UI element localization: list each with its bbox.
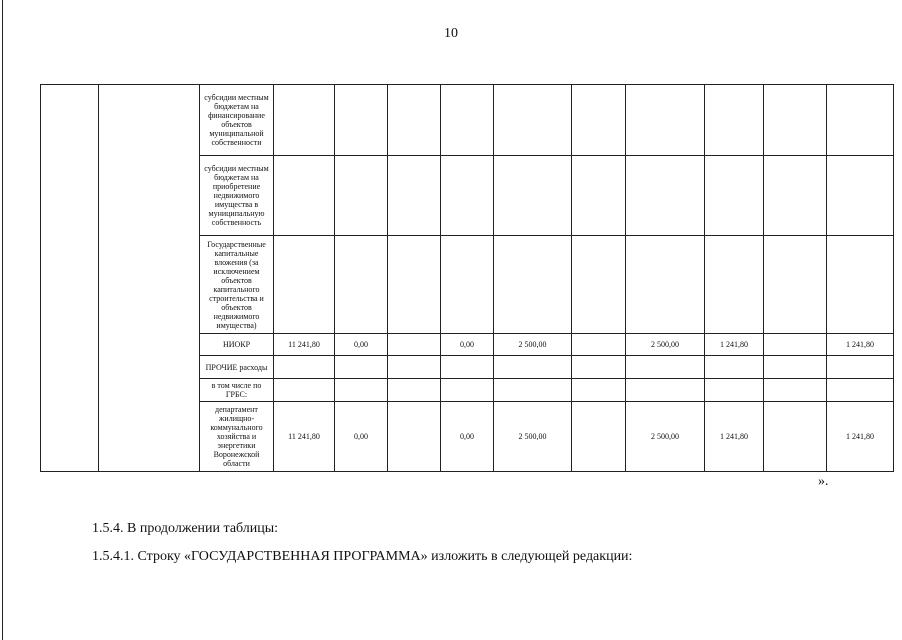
value-cell	[705, 356, 764, 379]
value-cell	[705, 379, 764, 402]
value-cell	[335, 236, 388, 334]
value-cell	[764, 356, 827, 379]
value-cell	[388, 236, 441, 334]
row-label: субсидии местным бюджетам на финансирование объектов муниципальной собственности	[200, 85, 274, 156]
value-cell	[626, 85, 705, 156]
value-cell: 0,00	[441, 402, 494, 472]
value-cell: 1 241,80	[705, 334, 764, 356]
value-cell	[335, 356, 388, 379]
value-cell	[705, 156, 764, 236]
value-cell	[827, 379, 894, 402]
value-cell	[494, 236, 572, 334]
budget-table	[40, 84, 894, 472]
value-cell	[626, 356, 705, 379]
value-cell	[705, 85, 764, 156]
value-cell	[494, 379, 572, 402]
value-cell	[764, 236, 827, 334]
row-label: Государственные капитальные вложения (за исключением объектов капитального строительства и объектов недвижимого имущества)	[200, 236, 274, 334]
value-cell	[827, 156, 894, 236]
value-cell	[572, 402, 626, 472]
value-cell	[388, 85, 441, 156]
page-number: 10	[444, 26, 458, 41]
value-cell	[274, 379, 335, 402]
value-cell	[441, 356, 494, 379]
row-label: департамент жилищно-коммунального хозяйства и энергетики Воронежской области	[200, 402, 274, 472]
row-label: субсидии местным бюджетам на приобретение недвижимого имущества в муниципальную собственность	[200, 156, 274, 236]
value-cell	[764, 402, 827, 472]
merged-cell-col2	[99, 85, 200, 472]
value-cell: 2 500,00	[494, 402, 572, 472]
value-cell	[827, 85, 894, 156]
value-cell	[441, 236, 494, 334]
value-cell	[764, 334, 827, 356]
value-cell: 2 500,00	[494, 334, 572, 356]
value-cell	[441, 379, 494, 402]
value-cell: 2 500,00	[626, 402, 705, 472]
row-label: ПРОЧИЕ расходы	[200, 356, 274, 379]
value-cell	[274, 356, 335, 379]
closing-quote: ».	[818, 474, 829, 489]
value-cell	[494, 356, 572, 379]
row-label: НИОКР	[200, 334, 274, 356]
value-cell	[626, 236, 705, 334]
value-cell	[764, 156, 827, 236]
value-cell	[494, 85, 572, 156]
value-cell: 1 241,80	[827, 402, 894, 472]
value-cell	[572, 236, 626, 334]
value-cell	[388, 379, 441, 402]
value-cell	[388, 356, 441, 379]
value-cell: 2 500,00	[626, 334, 705, 356]
value-cell	[388, 402, 441, 472]
value-cell: 11 241,80	[274, 334, 335, 356]
value-cell	[827, 236, 894, 334]
value-cell	[388, 334, 441, 356]
value-cell	[335, 85, 388, 156]
value-cell	[335, 379, 388, 402]
value-cell	[572, 156, 626, 236]
value-cell	[827, 356, 894, 379]
value-cell	[626, 379, 705, 402]
value-cell	[494, 156, 572, 236]
value-cell	[441, 156, 494, 236]
value-cell	[335, 156, 388, 236]
value-cell	[274, 156, 335, 236]
value-cell	[764, 379, 827, 402]
value-cell: 11 241,80	[274, 402, 335, 472]
value-cell	[705, 236, 764, 334]
row-label: в том числе по ГРБС:	[200, 379, 274, 402]
value-cell	[572, 334, 626, 356]
value-cell: 1 241,80	[827, 334, 894, 356]
value-cell	[764, 85, 827, 156]
paragraph-1-5-4: 1.5.4. В продолжении таблицы:	[92, 521, 279, 536]
value-cell	[388, 156, 441, 236]
value-cell	[274, 85, 335, 156]
value-cell	[572, 379, 626, 402]
value-cell	[626, 156, 705, 236]
table-row	[41, 85, 894, 156]
value-cell	[274, 236, 335, 334]
paragraph-1-5-4-1: 1.5.4.1. Строку «ГОСУДАРСТВЕННАЯ ПРОГРАММА» изложить в следующей редакции:	[92, 549, 633, 564]
value-cell: 0,00	[335, 402, 388, 472]
page-left-edge-line	[2, 0, 3, 640]
value-cell: 0,00	[441, 334, 494, 356]
value-cell	[441, 85, 494, 156]
value-cell	[572, 85, 626, 156]
value-cell	[572, 356, 626, 379]
value-cell: 0,00	[335, 334, 388, 356]
merged-cell-col1	[41, 85, 99, 472]
value-cell: 1 241,80	[705, 402, 764, 472]
